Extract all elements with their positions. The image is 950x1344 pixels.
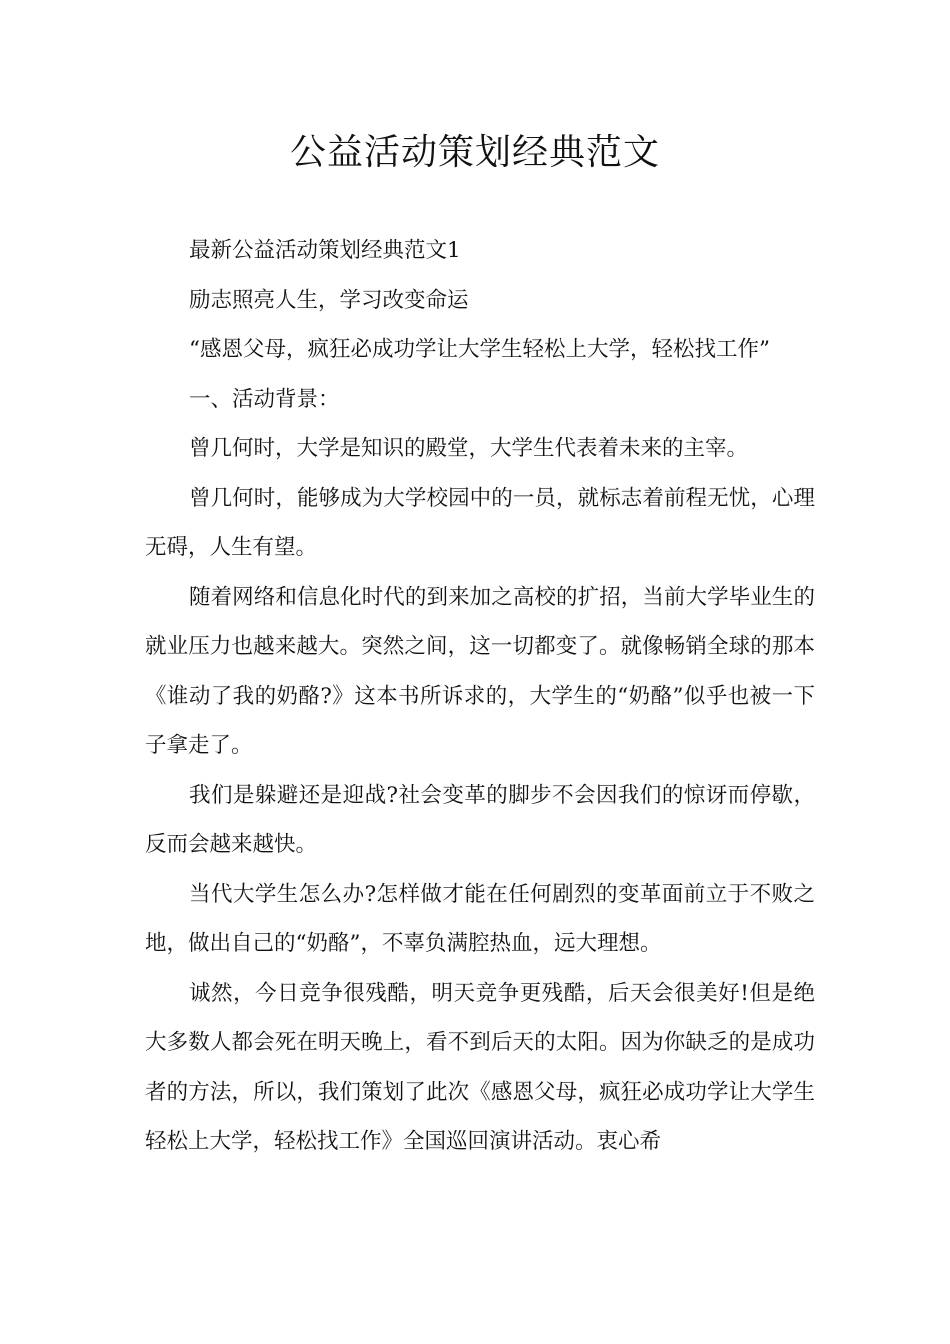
- paragraph: 曾几何时，大学是知识的殿堂，大学生代表着未来的主宰。: [189, 436, 749, 461]
- document-body: [145, 226, 815, 1167]
- paragraph-subtitle: 最新公益活动策划经典范文1: [189, 238, 461, 263]
- document-title: 公益活动策划经典范文: [289, 132, 660, 173]
- paragraph: 随着网络和信息化时代的到来加之高校的扩招，当前大学毕业生的就业压力也越来越大。突然之间，这一切都变了。就像畅销全球的那本《谁动了我的奶酪?》这本书所诉求的，大学生的“奶酪”似乎也被一下子拿走了。: [145, 584, 815, 758]
- paragraph: 当代大学生怎么办?怎样做才能在任何剧烈的变革面前立于不败之地，做出自己的“奶酪”，不辜负满腔热血，远大理想。: [145, 881, 815, 956]
- section-heading-background: 一、活动背景：: [189, 386, 340, 412]
- paragraph: 曾几何时，能够成为大学校园中的一员，就标志着前程无忧，心理无碍，人生有望。: [145, 485, 815, 560]
- paragraph-slogan: 励志照亮人生，学习改变命运: [189, 287, 469, 313]
- paragraph: 诚然，今日竞争很残酷，明天竞争更残酷，后天会很美好!但是绝大多数人都会死在明天晚上，看不到后天的太阳。因为你缺乏的是成功者的方法，所以，我们策划了此次《感恩父母，疯狂必成功学让大学生轻松上大学，轻松找工作》全国巡回演讲活动。衷心希: [145, 980, 815, 1154]
- paragraph-theme-quote: “感恩父母，疯狂必成功学让大学生轻松上大学，轻松找工作”: [189, 337, 770, 362]
- paragraph: 我们是躲避还是迎战?社会变革的脚步不会因我们的惊讶而停歇，反而会越来越快。: [145, 782, 815, 857]
